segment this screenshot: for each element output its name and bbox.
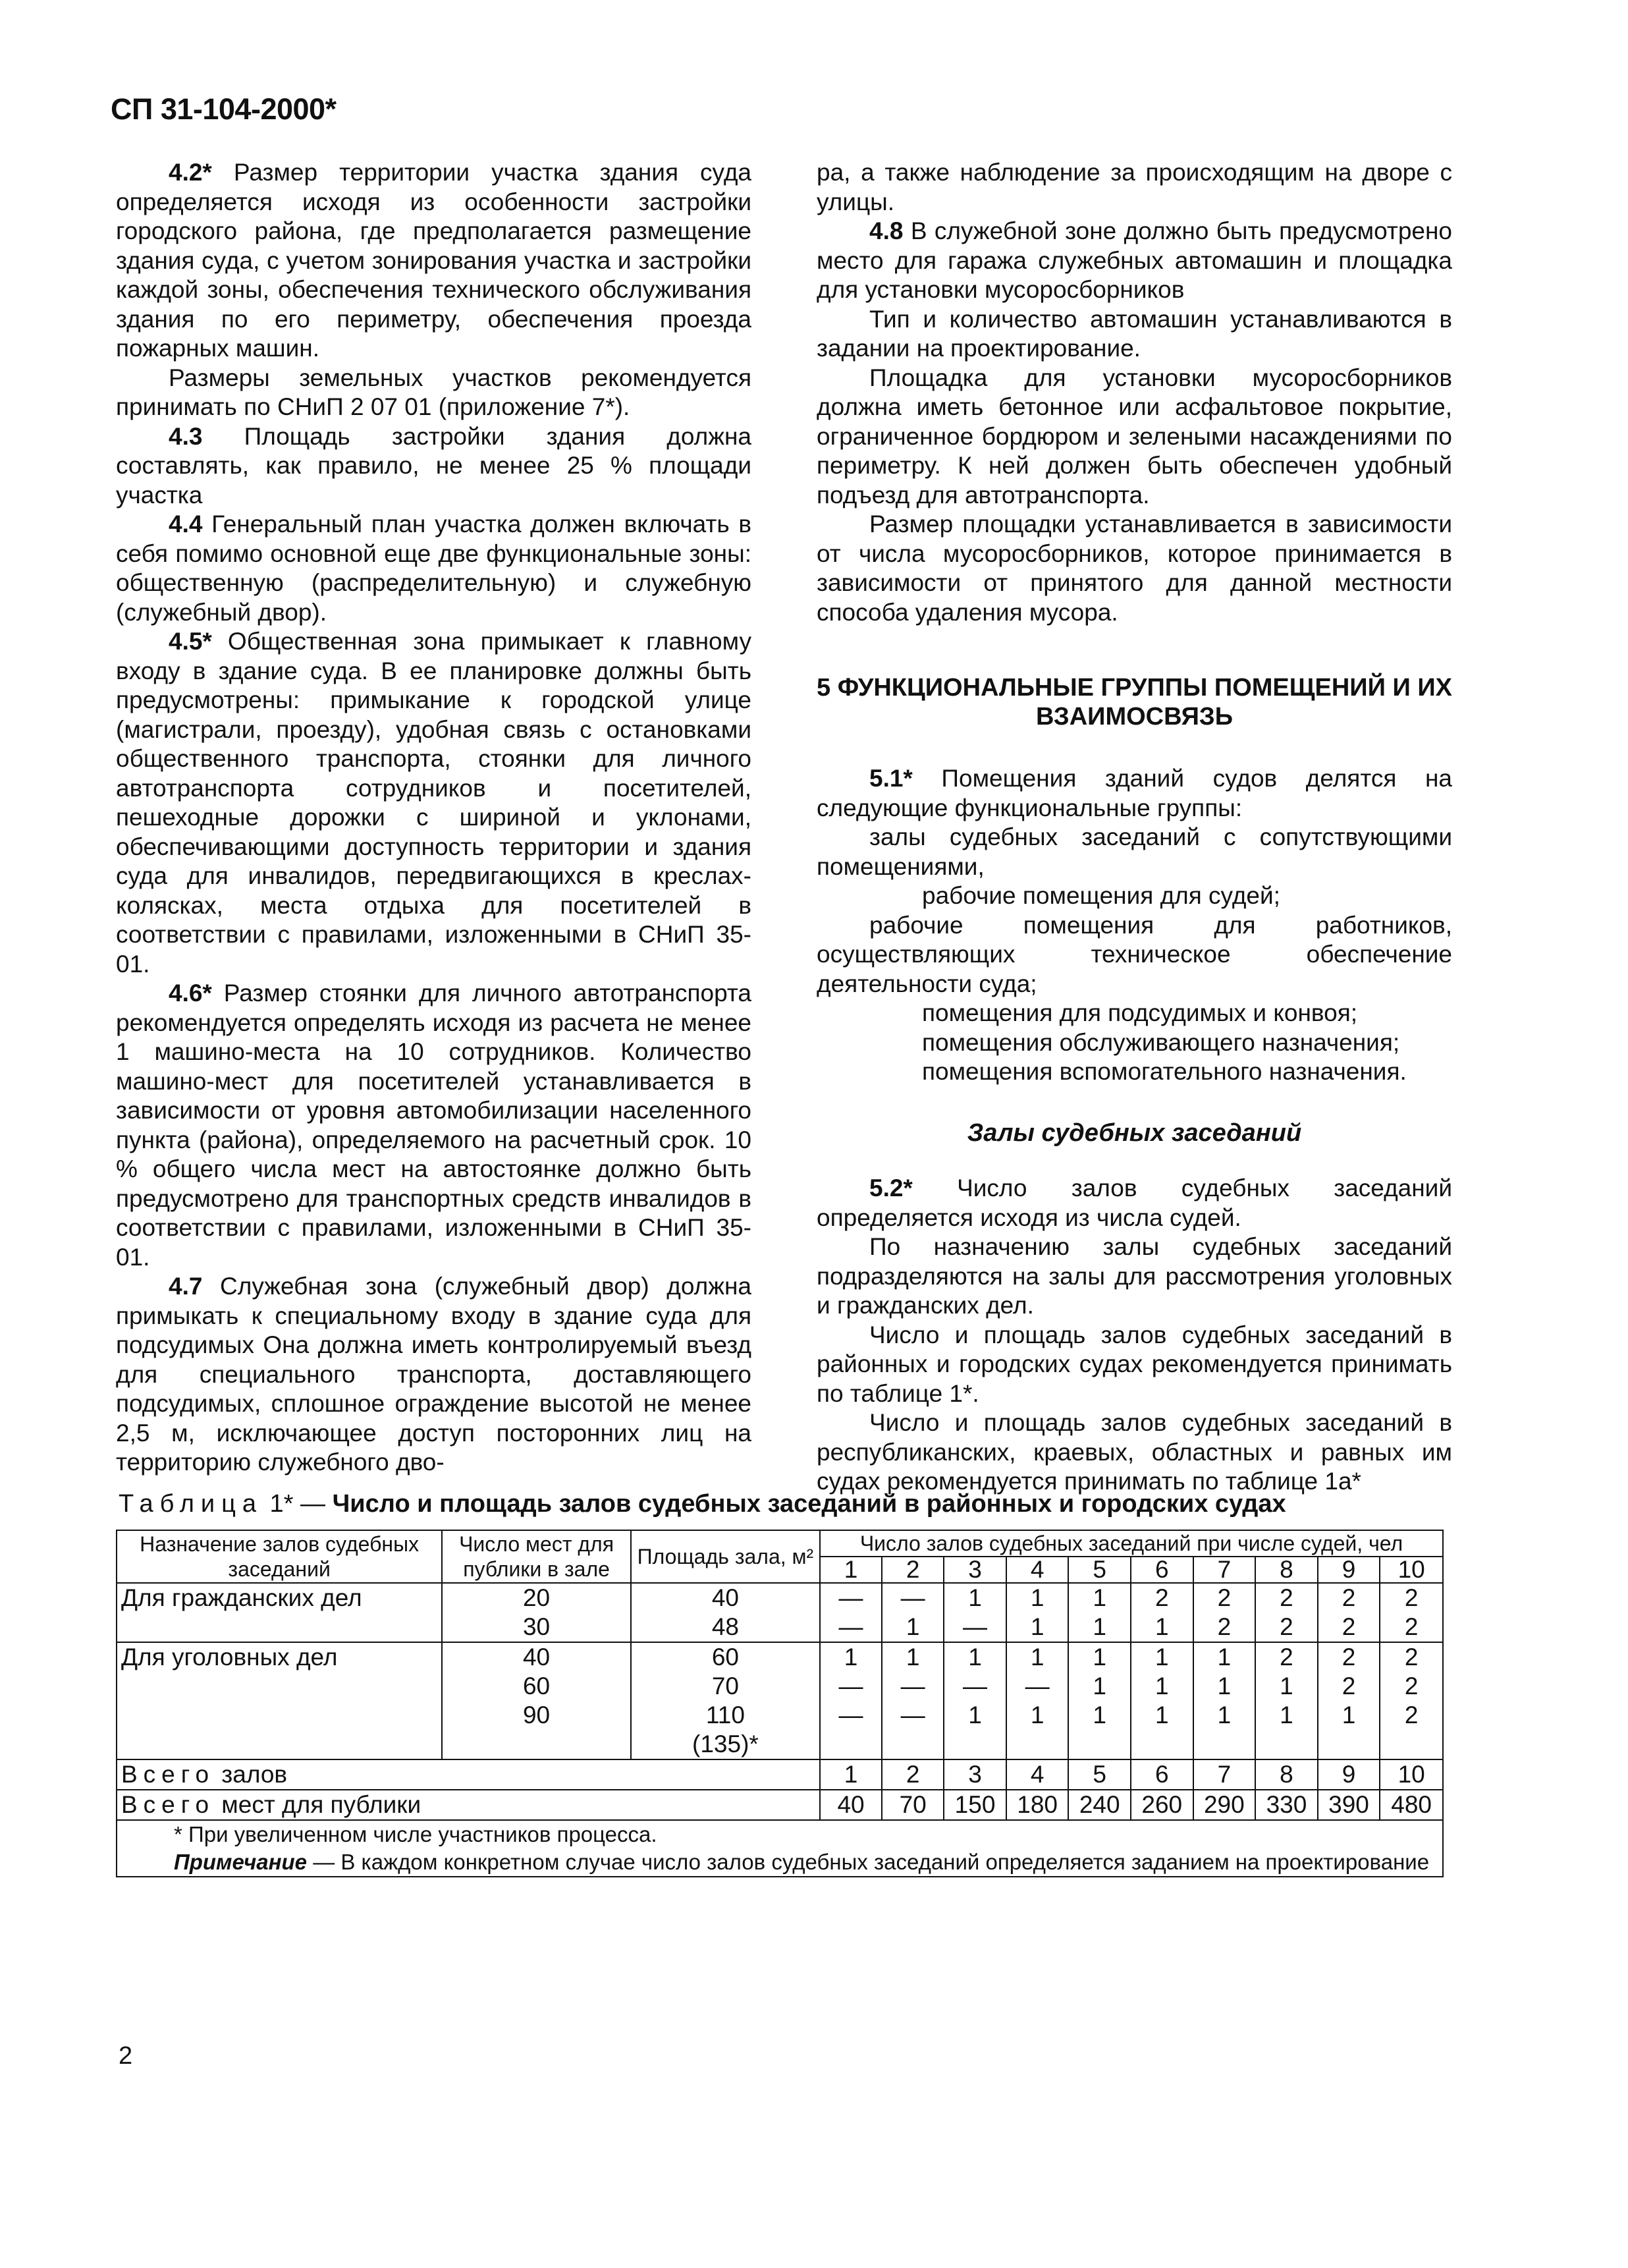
group-item: помещения для подсудимых и конвоя; [922, 999, 1358, 1026]
row-label: Для уголовных дел [117, 1642, 442, 1759]
table-row-total-seats [117, 1790, 1443, 1820]
seats-cell: 40 60 90 [442, 1642, 631, 1759]
halls-cell: 1 — 1 [944, 1642, 1006, 1759]
halls-cell: 2 2 [1380, 1583, 1443, 1642]
paragraph-area-size: Размер площадки устанавливается в зависимости от числа мусоросборников, которое принимается в зависимости от принятого для данной местности способа удаления мусора. [817, 511, 1452, 626]
paragraph-land-size: Размеры земельных участков рекомендуется принимать по СНиП 2 07 01 (приложение 7*). [116, 364, 751, 420]
halls-cell: 1 — — [820, 1642, 882, 1759]
total-seats-cell: 70 [882, 1790, 944, 1820]
total-seats-cell: 150 [944, 1790, 1006, 1820]
paragraph-4-5: 4.5* Общественная зона примыкает к главному входу в здание суда. В ее планировке должны быть предусмотрены: примыкание к городской улице (магистрали, проезду), удобная связь с остановками общественного транспорта, стоянки для личного автотранспорта сотрудников и посетителей, пешеходные дорожки с шириной и уклонами, обеспечивающими доступность территории и здания суда для инвалидов, передвигающихся в креслах-колясках, места отдыха для посетителей в соответствии с правилами, изложенными в СНиП 35-01. [116, 628, 751, 978]
total-halls-cell: 1 [820, 1759, 882, 1790]
judges-count-cell: 6 [1131, 1557, 1193, 1583]
halls-cell: 1 1 1 [1193, 1642, 1256, 1759]
halls-cell: 1 1 [1068, 1583, 1131, 1642]
paragraph-4-4: 4.4 Генеральный план участка должен включать в себя помимо основной еще две функциональные зоны: общественную (распределительную) и служебную (служебный двор). [116, 511, 751, 626]
total-halls-cell: 7 [1193, 1759, 1256, 1790]
table-footnote [117, 1820, 1443, 1877]
table-caption: Таблица 1* — Число и площадь залов судебных заседаний в районных и городских судах [119, 1490, 1286, 1518]
total-halls-cell: 3 [944, 1759, 1006, 1790]
footnote-text: * При увеличенном числе участников процесса. [174, 1822, 657, 1846]
halls-cell: 1 1 1 [1131, 1642, 1193, 1759]
page-number: 2 [119, 2042, 133, 2070]
judges-count-cell: 2 [882, 1557, 944, 1583]
halls-cell: 2 1 [1131, 1583, 1193, 1642]
paragraph-4-2: 4.2* Размер территории участка здания суда определяется исходя из особенности застройки городского района, где предполагается размещение здания суда, с учетом зонирования участка и застройки каждой зоны, обеспечения технического обслуживания здания по его периметру, обеспечения проезда пожарных машин. [116, 159, 751, 362]
header-halls: Число залов судебных заседаний при числе судей, чел [820, 1530, 1443, 1557]
area-cell: 60 70 110 (135)* [631, 1642, 820, 1759]
halls-cell: — 1 [882, 1583, 944, 1642]
halls-cell: 2 2 1 [1318, 1642, 1380, 1759]
left-column [116, 158, 751, 1478]
group-item: рабочие помещения для работников, осуществляющих техническое обеспечение деятельности суда; [817, 911, 1452, 997]
total-seats-cell: 330 [1255, 1790, 1318, 1820]
right-column [817, 158, 1452, 1497]
area-cell: 40 48 [631, 1583, 820, 1642]
judges-count-cell: 1 [820, 1557, 882, 1583]
halls-cell: 2 2 2 [1380, 1642, 1443, 1759]
judges-count-cell: 4 [1006, 1557, 1069, 1583]
group-item: помещения обслуживающего назначения; [922, 1028, 1400, 1056]
subsection-title: Залы судебных заседаний [967, 1119, 1302, 1147]
section-title: 5 ФУНКЦИОНАЛЬНЫЕ ГРУППЫ ПОМЕЩЕНИЙ И ИХ ВЗАИМОСВЯЗЬ [817, 674, 1452, 731]
paragraph-4-6: 4.6* Размер стоянки для личного автотранспорта рекомендуется определять исходя из расчета не менее 1 машино-места на 10 сотрудников. Количество машино-мест для посетителей устанавливается в зависимости от уровня автомобилизации населенного пункта (района), определяемого на расчетный срок. 10 % общего числа мест на автостоянке должно быть предусмотрено для транспортных средств инвалидов в соответствии с правилами, изложенными в СНиП 35-01. [116, 980, 751, 1271]
total-seats-cell: 480 [1380, 1790, 1443, 1820]
total-halls-cell: 8 [1255, 1759, 1318, 1790]
total-halls-cell: 5 [1068, 1759, 1131, 1790]
row-label: Всего залов [117, 1759, 820, 1790]
halls-cell: 2 1 1 [1255, 1642, 1318, 1759]
total-halls-cell: 6 [1131, 1759, 1193, 1790]
judges-count-cell: 5 [1068, 1557, 1131, 1583]
group-item: рабочие помещения для судей; [922, 882, 1280, 909]
header-area: Площадь зала, м² [631, 1530, 820, 1583]
judges-count-cell: 7 [1193, 1557, 1256, 1583]
halls-cell: 1 1 1 [1068, 1642, 1131, 1759]
paragraph-bin-area: Площадка для установки мусоросборников должна иметь бетонное или асфальтовое покрытие, ограниченное бордюром и зелеными насаждениями по периметру. К ней должен быть обеспечен удобный подъезд для автотранспорта. [817, 364, 1452, 509]
halls-cell: 1 — 1 [1006, 1642, 1069, 1759]
judges-count-cell: 9 [1318, 1557, 1380, 1583]
paragraph-4-3: 4.3 Площадь застройки здания должна составлять, как правило, не менее 25 % площади участка [116, 422, 751, 509]
halls-cell: 1 — [944, 1583, 1006, 1642]
document-header: СП 31-104-2000* [111, 92, 337, 126]
halls-cell: 2 2 [1255, 1583, 1318, 1642]
paragraph-4-7-continued: ра, а также наблюдение за происходящим на дворе с улицы. [817, 159, 1452, 215]
halls-table [116, 1530, 1444, 1877]
paragraph-regional-courts: Число и площадь залов судебных заседаний в республиканских, краевых, областных и равных им судах рекомендуется принимать по таблице 1а* [817, 1409, 1452, 1495]
header-purpose: Назначение залов судебных заседаний [117, 1530, 442, 1583]
halls-cell: 1 — — [882, 1642, 944, 1759]
total-seats-cell: 40 [820, 1790, 882, 1820]
table-row-civil [117, 1583, 1443, 1642]
paragraph-4-7: 4.7 Служебная зона (служебный двор) должна примыкать к специальному входу в здание суда для подсудимых Она должна иметь контролируемый въезд для специального транспорта, доставляющего подсудимых, сплошное ограждение высотой не менее 2,5 м, исключающее доступ посторонних лиц на территорию служебного дво- [116, 1273, 751, 1476]
total-halls-cell: 10 [1380, 1759, 1443, 1790]
paragraph-district-courts: Число и площадь залов судебных заседаний в районных и городских судах рекомендуется принимать по таблице 1*. [817, 1321, 1452, 1407]
judges-count-cell: 10 [1380, 1557, 1443, 1583]
halls-cell: 2 2 [1318, 1583, 1380, 1642]
halls-cell: 1 1 [1006, 1583, 1069, 1642]
row-label: Для гражданских дел [117, 1583, 442, 1642]
table-footnote-row [117, 1820, 1443, 1877]
total-halls-cell: 2 [882, 1759, 944, 1790]
note-text: Примечание — В каждом конкретном случае число залов судебных заседаний определяется заданием на проектирование [174, 1850, 1430, 1874]
row-label: Всего мест для публики [117, 1790, 820, 1820]
group-item: залы судебных заседаний с сопутствующими помещениями, [817, 823, 1452, 880]
paragraph-hall-purpose: По назначению залы судебных заседаний подразделяются на залы для рассмотрения уголовных и гражданских дел. [817, 1233, 1452, 1319]
group-item: помещения вспомогательного назначения. [922, 1058, 1407, 1085]
judges-count-cell: 8 [1255, 1557, 1318, 1583]
paragraph-vehicle-type: Тип и количество автомашин устанавливаются в задании на проектирование. [817, 305, 1452, 362]
table-header-row [117, 1530, 1443, 1557]
halls-cell: — — [820, 1583, 882, 1642]
header-seats: Число мест для публики в зале [442, 1530, 631, 1583]
seats-cell: 20 30 [442, 1583, 631, 1642]
table-row-total-halls [117, 1759, 1443, 1790]
total-seats-cell: 180 [1006, 1790, 1069, 1820]
total-seats-cell: 290 [1193, 1790, 1256, 1820]
paragraph-5-1: 5.1* Помещения зданий судов делятся на следующие функциональные группы: [817, 765, 1452, 821]
judges-count-cell: 3 [944, 1557, 1006, 1583]
total-seats-cell: 390 [1318, 1790, 1380, 1820]
paragraph-5-2: 5.2* Число залов судебных заседаний определяется исходя из числа судей. [817, 1175, 1452, 1231]
total-halls-cell: 9 [1318, 1759, 1380, 1790]
total-halls-cell: 4 [1006, 1759, 1069, 1790]
total-seats-cell: 260 [1131, 1790, 1193, 1820]
table-row-criminal [117, 1642, 1443, 1759]
halls-cell: 2 2 [1193, 1583, 1256, 1642]
total-seats-cell: 240 [1068, 1790, 1131, 1820]
paragraph-4-8: 4.8 В служебной зоне должно быть предусмотрено место для гаража служебных автомашин и площадка для установки мусоросборников [817, 217, 1452, 303]
